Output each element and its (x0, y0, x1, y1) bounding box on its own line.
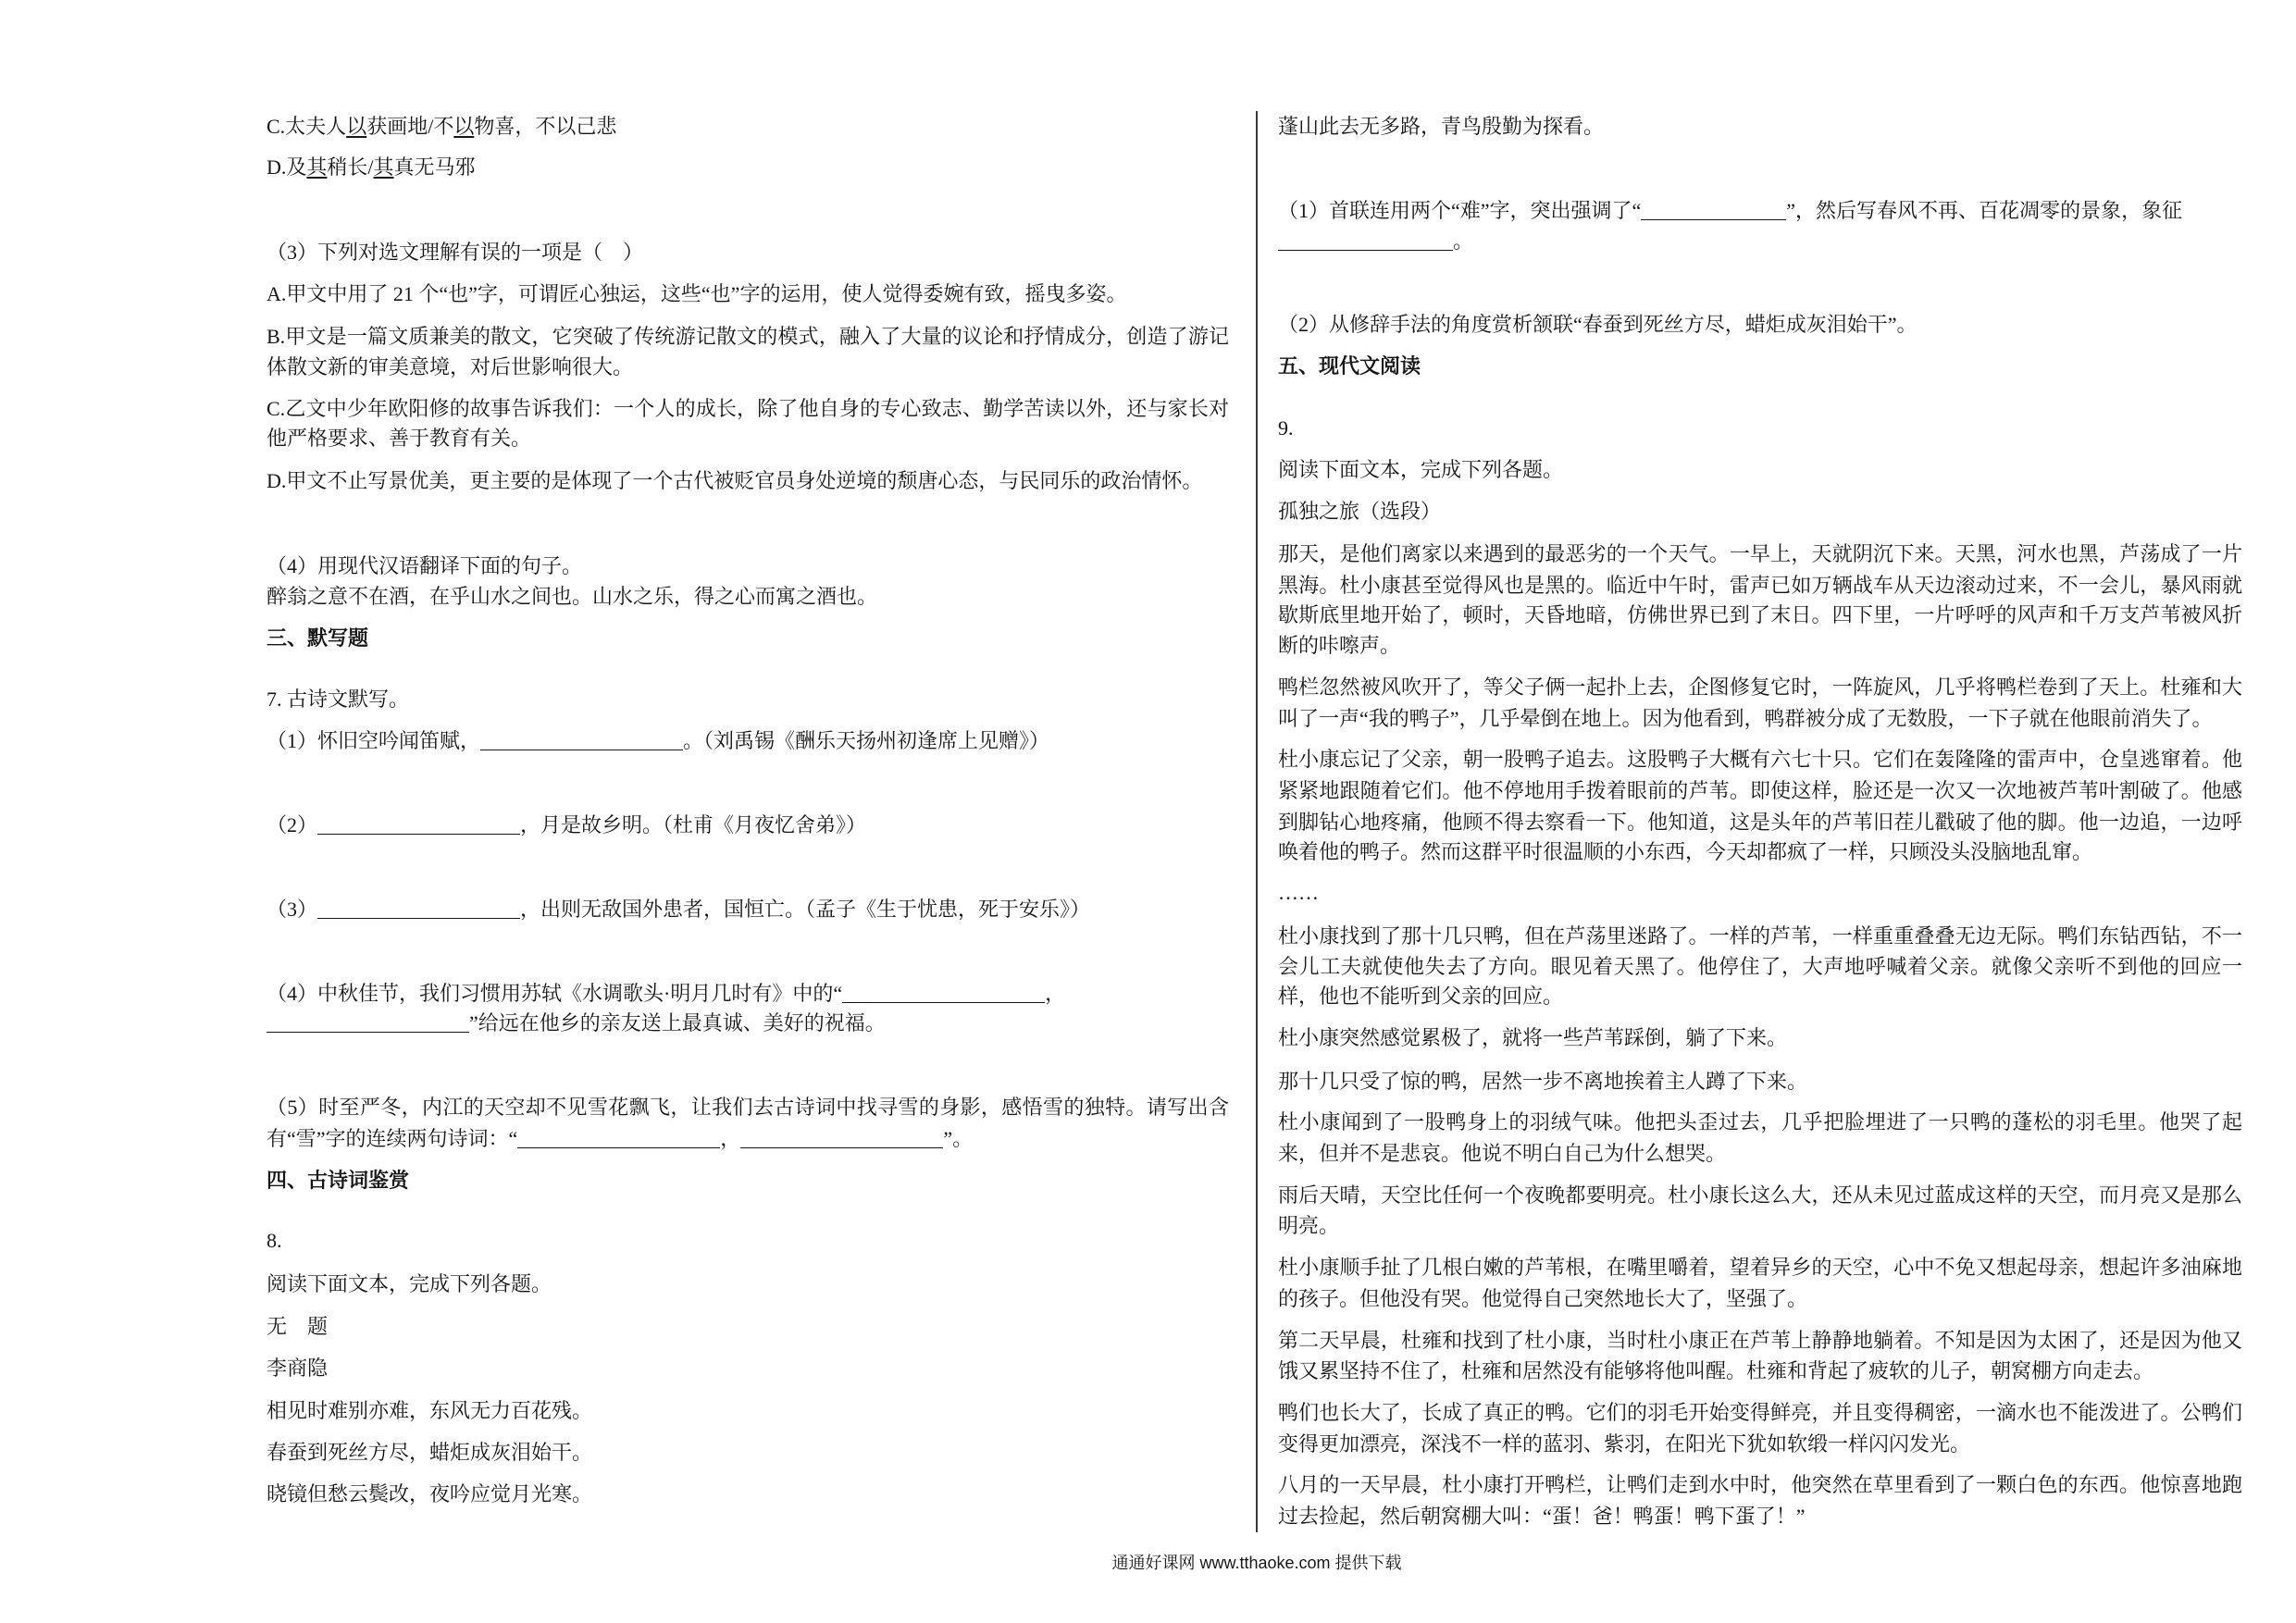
underlined-word: 以 (453, 115, 475, 138)
footer-credit: 通通好课网 www.tthaoke.com 提供下载 (1111, 1554, 1402, 1572)
option-d-middle: 稍长/ (327, 155, 374, 179)
passage-line: 杜小康忘记了父亲，朝一股鸭子追去。这股鸭子大概有六七十只。它们在轰隆隆的雷声中，仓皇逃窜着。他 (1278, 748, 2242, 771)
underlined-word: 以 (346, 115, 367, 138)
passage-line: 唤着他的鸭子。然而这群平时很温顺的小东西，今天却都疯了一样，只顾没头没脑地乱窜。 (1278, 840, 2093, 863)
passage-line: 样，他也不能听到父亲的回应。 (1278, 985, 1564, 1008)
q3-option-c-line: C.乙文中少年欧阳修的故事告诉我们：一个人的成长，除了他自身的专心致志、勤学苦读以外，还与家长对 (267, 397, 1229, 420)
passage-line: 断的咔嚓声。 (1278, 634, 1401, 657)
q8-item-1-line (1278, 195, 2242, 226)
passage-line: 来，但并不是悲哀。他说不明白自己为什么想哭。 (1278, 1142, 1727, 1165)
passage-line: 叫了一声“我的鸭子”，几乎晕倒在地上。因为他看到，鸭群被分成了无数股，一下子就在他眼前消失了。 (1278, 707, 2213, 730)
poem-line: 相见时难别亦难，东风无力百花残。 (267, 1399, 593, 1422)
answer-blank (480, 731, 683, 750)
option-c-middle: 获画地/不 (366, 115, 454, 138)
passage-line: 会儿工夫就使他失去了方向。眼见着天黑了。他停住了，大声地呼喊着父亲。就像父亲听不到他的回应一 (1278, 955, 2242, 978)
q8-item-1-pre: （1）首联连用两个“难”字，突出强调了“ (1278, 199, 1642, 222)
q7-item-5-line (267, 1123, 1229, 1154)
q4-sentence: 醉翁之意不在酒，在乎山水之间也。山水之乐，得之心而寓之酒也。 (267, 585, 878, 608)
passage-line: 八月的一天早晨，杜小康打开鸭栏，让鸭们走到水中时，他突然在草里看到了一颗白色的东西。他惊喜地跑 (1278, 1473, 2242, 1496)
q7-item-1-pre: （1）怀旧空吟闻笛赋， (267, 729, 481, 752)
passage-line: 饿又累坚持不住了，杜雍和居然没有能够将他叫醒。杜雍和背起了疲软的儿子，朝窝棚方向走去。 (1278, 1359, 2154, 1382)
q7-item-3-pre: （3） (267, 898, 318, 921)
passage-line: 黑海。杜小康甚至觉得风也是黑的。临近中午时，雷声已如万辆战车从天边滚动过来，不一会儿，暴风雨就 (1278, 574, 2242, 597)
q7-item-5-line: （5）时至严冬，内江的天空却不见雪花飘飞，让我们去古诗词中找寻雪的身影，感悟雪的独特。请写出含 (267, 1096, 1229, 1119)
passage-line: 杜小康找到了那十几只鸭，但在芦荡里迷路了。一样的芦苇，一样重重叠叠无边无际。鸭们东钻西钻，不一 (1278, 924, 2242, 948)
answer-blank (517, 1129, 720, 1148)
q7-stem: 7. 古诗文默写。 (267, 688, 410, 711)
q7-item-4-post: ”给远在他乡的亲友送上最真诚、美好的祝福。 (469, 1011, 886, 1035)
q7-item-5-post: ”。 (943, 1127, 974, 1150)
passage-line: 杜小康顺手扯了几根白嫩的芦苇根，在嘴里嚼着，望着异乡的天空，心中不免又想起母亲，想起许多油麻地 (1278, 1256, 2242, 1279)
q7-item-2-post: ，月是故乡明。（杜甫《月夜忆舍弟》） (520, 813, 867, 836)
q3-option-a: A.甲文中用了 21 个“也”字，可谓匠心独运，这些“也”字的运用，使人觉得委婉有致，摇曳多姿。 (267, 282, 1127, 305)
poem-line: 晓镜但愁云鬓改，夜吟应觉月光寒。 (267, 1482, 593, 1505)
q7-item-4-comma: ， (1045, 982, 1066, 1005)
q3-option-b-line: 体散文新的审美意境，对后世影响很大。 (267, 355, 634, 378)
passage-line: 到脚钻心地疼痛，他顾不得去察看一下。他知道，这是头年的芦苇旧茬儿戳破了他的脚。他一边追，一边呼 (1278, 811, 2242, 834)
option-d-label: D.及 (267, 155, 307, 179)
passage-line: 鸭们也长大了，长成了真正的鸭。它们的羽毛开始变得鲜亮，并且变得稠密，一滴水也不能泼进了。公鸭们 (1278, 1401, 2242, 1424)
passage-line: 鸭栏忽然被风吹开了，等父子俩一起扑上去，企图修复它时，一阵旋风，几乎将鸭栏卷到了天上。杜雍和大 (1278, 675, 2242, 699)
section-heading-4: 四、古诗词鉴赏 (267, 1169, 410, 1192)
passage-line: 歇斯底里地开始了，顿时，天昏地暗，仿佛世界已到了末日。四下里，一片呼呼的风声和千万支芦苇被风折 (1278, 603, 2242, 626)
section-heading-3: 三、默写题 (267, 626, 369, 650)
passage-line: 变得更加漂亮，深浅不一样的蓝羽、紫羽，在阳光下犹如软缎一样闪闪发光。 (1278, 1432, 1971, 1456)
passage-line: 杜小康闻到了一股鸭身上的羽绒气味。他把头歪过去，几乎把脸埋进了一只鸭的蓬松的羽毛里。他哭了起 (1278, 1110, 2242, 1134)
answer-blank (842, 984, 1045, 1003)
answer-blank (317, 815, 520, 835)
q8-item-2: （2）从修辞手法的角度赏析颔联“春蚕到死丝方尽，蜡炬成灰泪始干”。 (1278, 313, 1917, 336)
q8-item-1-post: ”，然后写春风不再、百花凋零的景象，象征 (1786, 199, 2183, 222)
passage-line: 杜小康突然感觉累极了，就将一些芦苇踩倒，躺了下来。 (1278, 1026, 1788, 1049)
answer-blank (1278, 231, 1453, 251)
q7-item-4-pre: （4）中秋佳节，我们习惯用苏轼《水调歌头·明月几时有》中的“ (267, 982, 843, 1005)
poem-line: 春蚕到死丝方尽，蜡炬成灰泪始干。 (267, 1441, 593, 1464)
q8-item-1-end: 。 (1453, 229, 1474, 253)
q3-option-d: D.甲文不止写景优美，更主要的是体现了一个古代被贬官员身处逆境的颓唐心态，与民同乐的政治情怀。 (267, 469, 1203, 492)
answer-blank (1641, 201, 1786, 220)
passage-line: 那十几只受了惊的鸭，居然一步不离地挨着主人蹲了下来。 (1278, 1070, 1808, 1093)
underlined-word: 其 (306, 155, 328, 179)
passage-line: 紧紧地跟随着它们。他不停地用手拨着眼前的芦苇。即使这样，脸还是一次又一次地被芦苇叶割破了。他感 (1278, 779, 2242, 802)
q7-item-1-post: 。（刘禹锡《酬乐天扬州初逢席上见赠》） (683, 729, 1050, 752)
answer-blank (317, 899, 520, 919)
q7-item-5-pre: 有“雪”字的连续两句诗词：“ (267, 1127, 518, 1150)
option-d-tail: 真无马邪 (393, 155, 476, 179)
poem-line: 蓬山此去无多路，青鸟殷勤为探看。 (1278, 115, 1605, 138)
q7-item-5-comma: ， (720, 1127, 741, 1150)
passage-line: 第二天早晨，杜雍和找到了杜小康，当时杜小康正在芦苇上静静地躺着。不知是因为太困了，还是因为他又 (1278, 1329, 2242, 1352)
q9-number: 9. (1278, 416, 1294, 440)
passage-line: 雨后天晴，天空比任何一个夜晚都要明亮。杜小康长这么大，还从未见过蓝成这样的天空，而月亮又是那么 (1278, 1183, 2242, 1207)
q2-option-d (267, 152, 1229, 182)
section-heading-5: 五、现代文阅读 (1278, 354, 1421, 378)
q9-instruction: 阅读下面文本，完成下列各题。 (1278, 458, 1564, 481)
answer-blank (740, 1129, 943, 1148)
poem-author: 李商隐 (267, 1357, 329, 1380)
option-c-tail: 物喜，不以己悲 (474, 115, 617, 138)
q3-option-b-line: B.甲文是一篇文质兼美的散文，它突破了传统游记散文的模式，融入了大量的议论和抒情成分，创造了游记 (267, 325, 1229, 348)
passage-line: 那天，是他们离家以来遇到的最恶劣的一个天气。一早上，天就阴沉下来。天黑，河水也黑，芦荡成了一片 (1278, 542, 2242, 565)
q4-stem: （4）用现代汉语翻译下面的句子。 (267, 554, 583, 577)
option-c-label: C.太夫人 (267, 115, 347, 138)
q8-number: 8. (267, 1229, 282, 1252)
answer-blank (267, 1013, 469, 1033)
passage-line: 过去捡起，然后朝窝棚大叫：“蛋！爸！鸭蛋！鸭下蛋了！” (1278, 1505, 1806, 1528)
q7-item-4-line (267, 1008, 1229, 1038)
q2-option-c (267, 111, 1229, 142)
q7-item-1 (267, 725, 1229, 756)
q8-item-1-line (1278, 226, 2242, 256)
q7-item-2-pre: （2） (267, 813, 318, 836)
poem-title: 无 题 (267, 1315, 329, 1338)
passage-line: 的孩子。但他没有哭。他觉得自己突然地长大了，坚强了。 (1278, 1287, 1808, 1310)
passage-line: 明亮。 (1278, 1214, 1340, 1237)
q3-stem: （3）下列对选文理解有误的一项是（ ） (267, 241, 644, 264)
q7-item-3-post: ，出则无敌国外患者，国恒亡。（孟子《生于忧患，死于安乐》） (520, 898, 1091, 921)
q7-item-3 (267, 894, 1229, 924)
q7-item-4-line (267, 978, 1229, 1009)
q7-item-2 (267, 810, 1229, 840)
underlined-word: 其 (373, 155, 394, 179)
passage-ellipsis: …… (1278, 881, 1319, 904)
passage-title: 孤独之旅（选段） (1278, 500, 1442, 523)
q3-option-c-line: 他严格要求、善于教育有关。 (267, 427, 532, 450)
column-divider (1256, 111, 1258, 1532)
q8-instruction: 阅读下面文本，完成下列各题。 (267, 1272, 552, 1295)
